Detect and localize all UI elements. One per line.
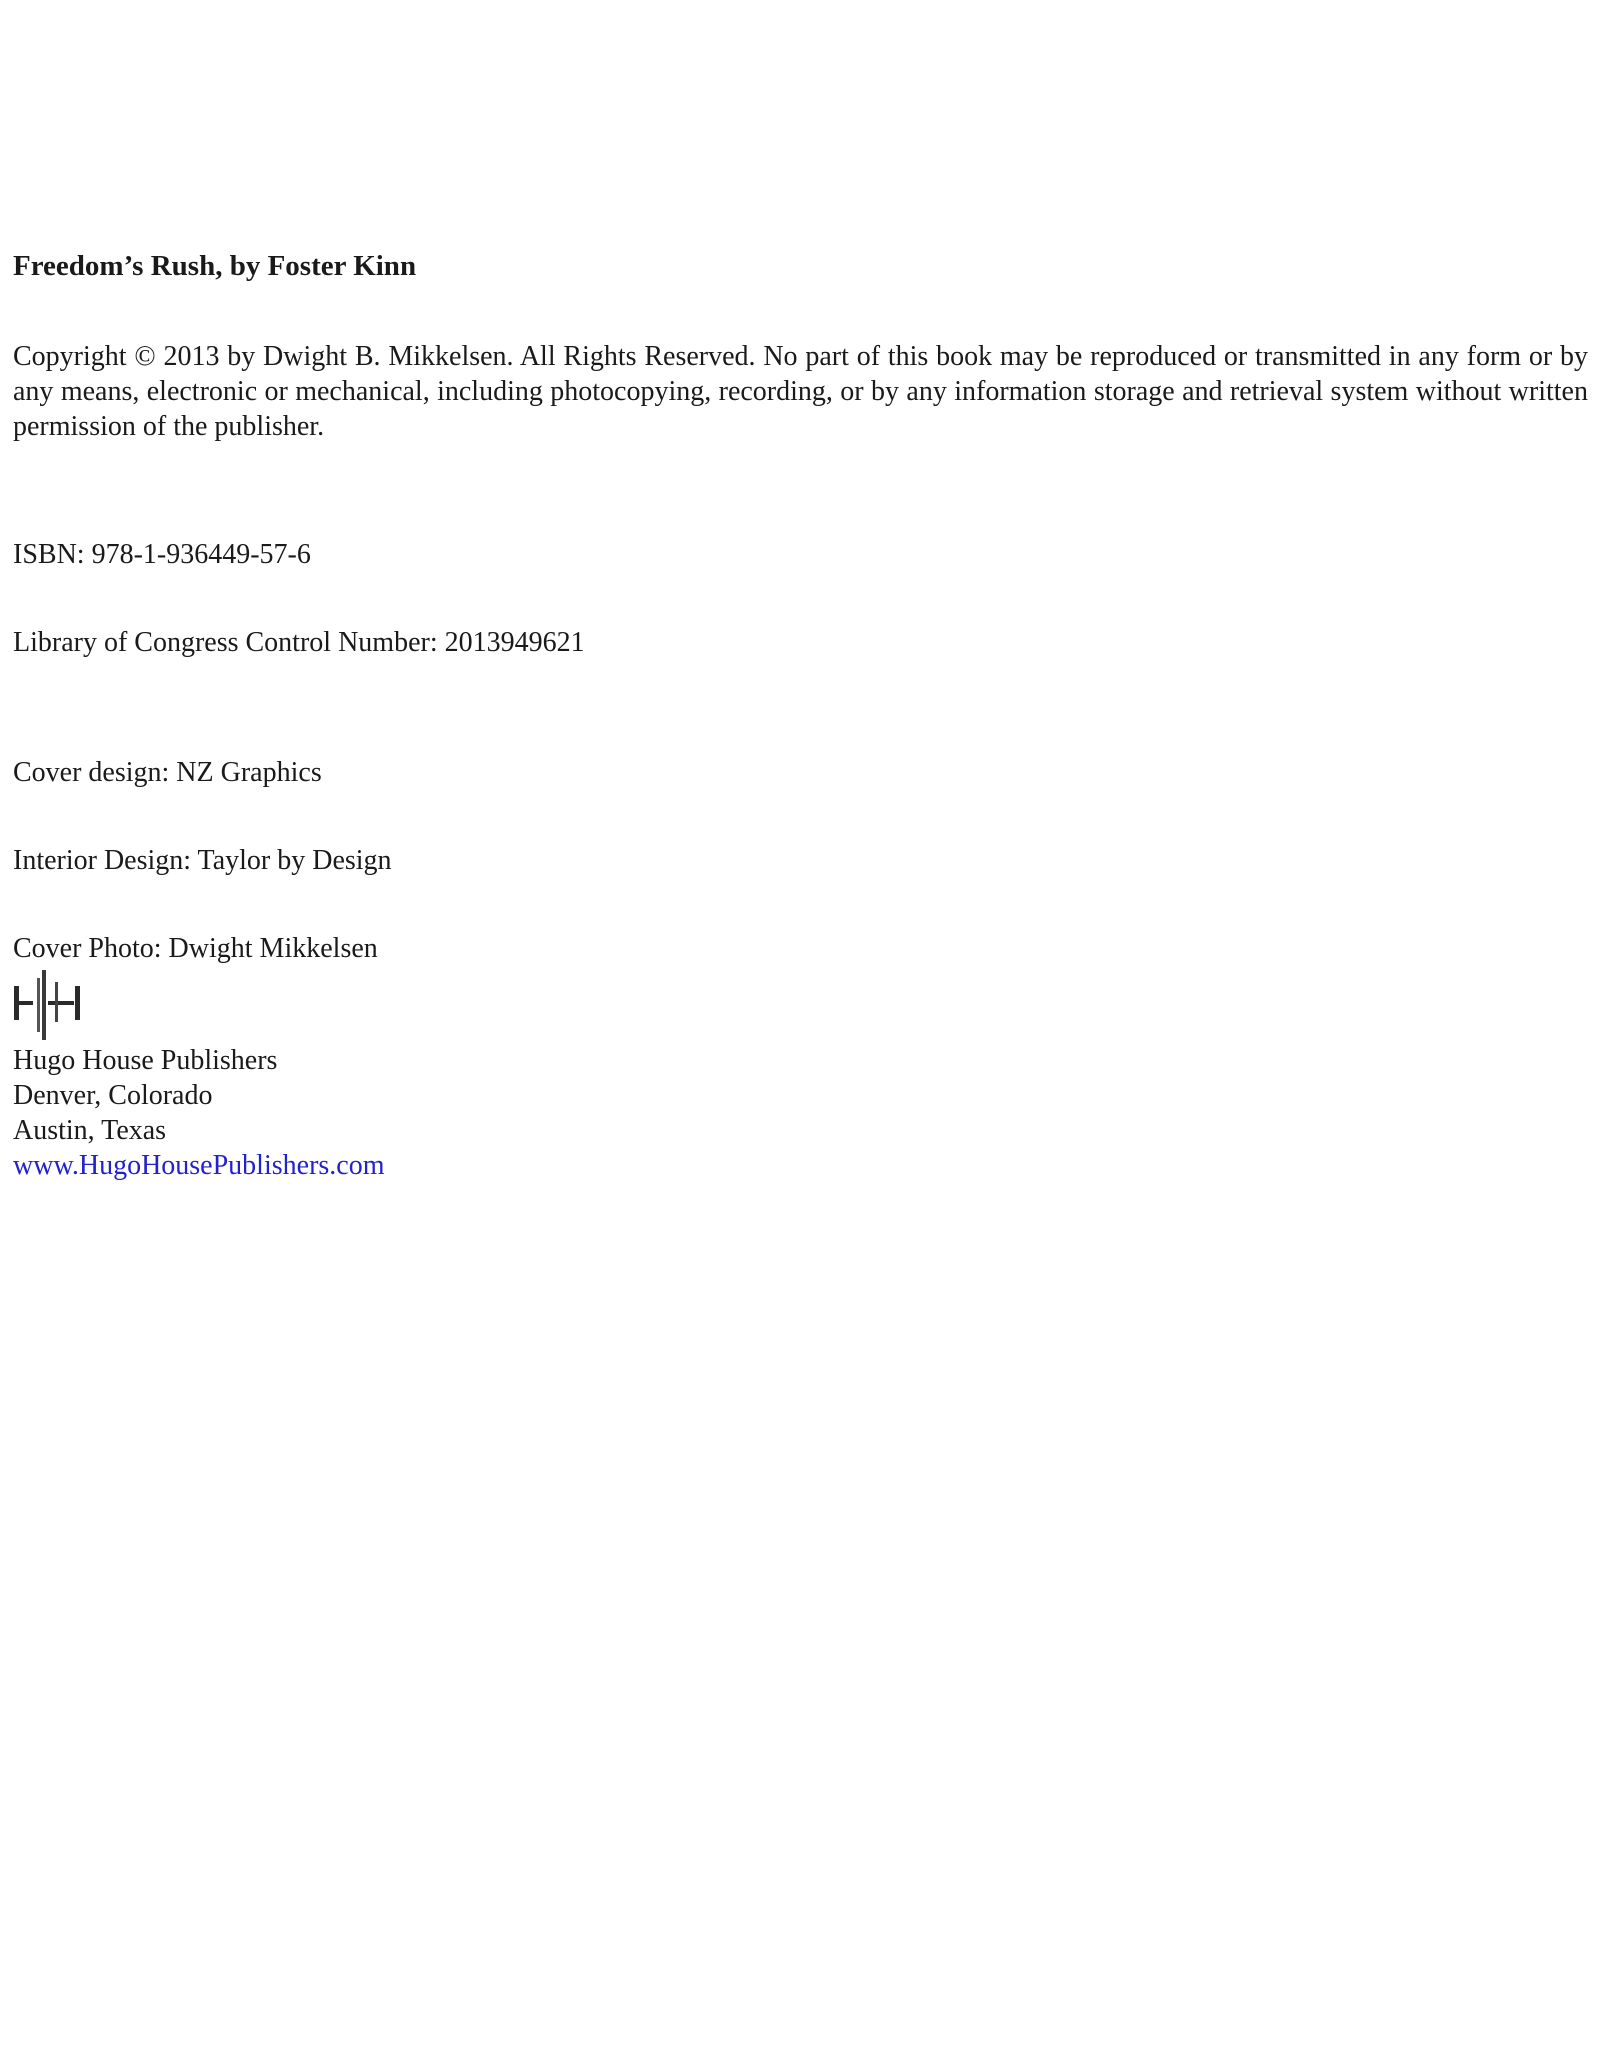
- copyright-notice: Copyright © 2013 by Dwight B. Mikkelsen. All Rights Reserved. No part of this book may be reproduced or transmitted in any form or by any means, electronic or mechanical, including photocopying, recording, or by any information storage and retrieval system without written permission of the publisher.: [13, 341, 1588, 442]
- publisher-address: [13, 1043, 385, 1183]
- publisher-name: Hugo House Publishers: [13, 1045, 278, 1076]
- hugo-house-logo-icon: [13, 968, 87, 1042]
- cover-design-credit: Cover design: NZ Graphics: [13, 757, 322, 788]
- interior-design-credit: Interior Design: Taylor by Design: [13, 845, 392, 876]
- book-title-line: Freedom’s Rush, by Foster Kinn: [13, 250, 417, 282]
- publisher-website-link[interactable]: www.HugoHousePublishers.com: [13, 1150, 385, 1181]
- publisher-city-austin: Austin, Texas: [13, 1115, 167, 1146]
- lccn-line: Library of Congress Control Number: 2013949621: [13, 627, 585, 658]
- publisher-city-denver: Denver, Colorado: [13, 1080, 213, 1111]
- isbn-line: ISBN: 978-1-936449-57-6: [13, 539, 311, 570]
- cover-photo-credit: Cover Photo: Dwight Mikkelsen: [13, 933, 378, 964]
